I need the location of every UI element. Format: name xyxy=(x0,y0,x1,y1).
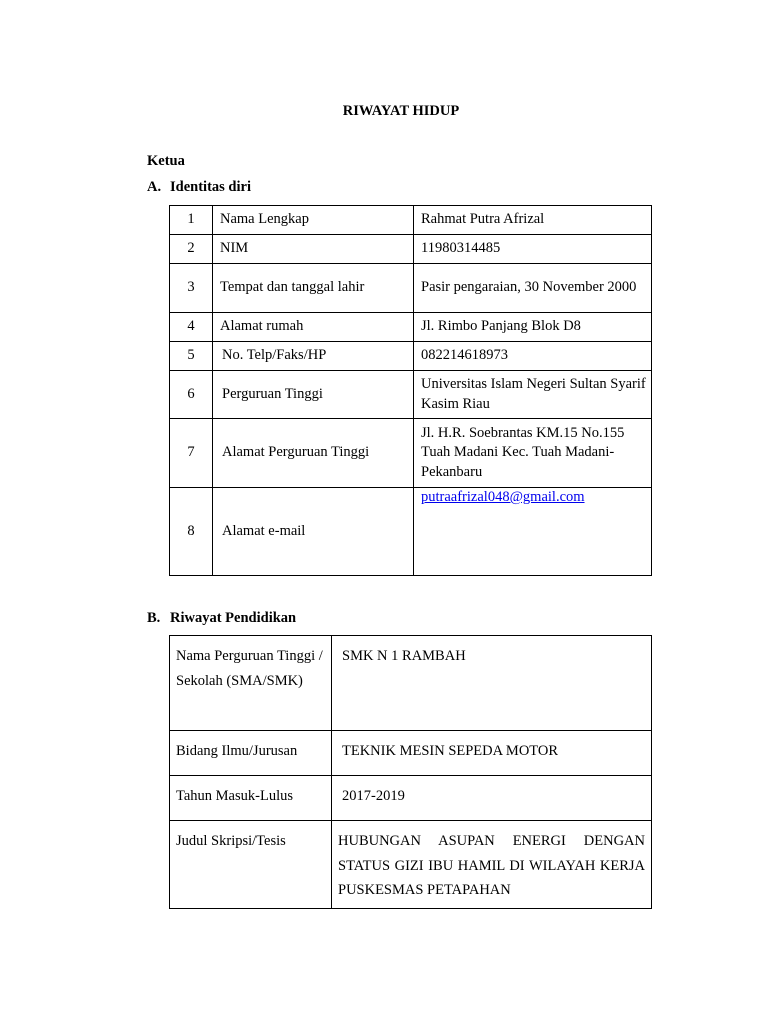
row-label: Alamat Perguruan Tinggi xyxy=(213,419,414,488)
row-number: 6 xyxy=(170,371,213,419)
row-label: Nama Perguruan Tinggi / Sekolah (SMA/SMK) xyxy=(170,636,332,731)
table-row xyxy=(170,636,652,731)
row-value: HUBUNGAN ASUPAN ENERGI DENGAN STATUS GIZI IBU HAMIL DI WILAYAH KERJA PUSKESMAS PETAPAHAN xyxy=(332,821,652,909)
row-label: No. Telp/Faks/HP xyxy=(213,342,414,371)
row-value: 082214618973 xyxy=(414,342,652,371)
section-a-letter: A. xyxy=(147,179,162,195)
email-link[interactable]: putraafrizal048@gmail.com xyxy=(421,489,585,505)
table-row xyxy=(170,419,652,488)
role-heading: Ketua xyxy=(147,153,185,169)
row-value: Rahmat Putra Afrizal xyxy=(414,206,652,235)
row-value: Pasir pengaraian, 30 November 2000 xyxy=(414,264,652,313)
row-label: Bidang Ilmu/Jurusan xyxy=(170,731,332,776)
row-label: Alamat e-mail xyxy=(213,488,414,576)
row-value: SMK N 1 RAMBAH xyxy=(332,636,652,731)
row-number: 3 xyxy=(170,264,213,313)
row-label: Tempat dan tanggal lahir xyxy=(213,264,414,313)
table-row xyxy=(170,488,652,576)
row-label: NIM xyxy=(213,235,414,264)
row-number: 2 xyxy=(170,235,213,264)
row-label: Tahun Masuk-Lulus xyxy=(170,776,332,821)
table-row xyxy=(170,264,652,313)
table-row xyxy=(170,821,652,909)
row-label: Alamat rumah xyxy=(213,313,414,342)
table-row xyxy=(170,206,652,235)
table-row xyxy=(170,731,652,776)
row-value: Jl. Rimbo Panjang Blok D8 xyxy=(414,313,652,342)
row-label: Nama Lengkap xyxy=(213,206,414,235)
section-b-title: Riwayat Pendidikan xyxy=(170,610,297,626)
row-value: TEKNIK MESIN SEPEDA MOTOR xyxy=(332,731,652,776)
row-label: Judul Skripsi/Tesis xyxy=(170,821,332,909)
table-row xyxy=(170,371,652,419)
table-row xyxy=(170,235,652,264)
row-number: 7 xyxy=(170,419,213,488)
section-b-letter: B. xyxy=(147,610,161,626)
table-row xyxy=(170,342,652,371)
row-label: Perguruan Tinggi xyxy=(213,371,414,419)
row-number: 4 xyxy=(170,313,213,342)
row-value: 2017-2019 xyxy=(332,776,652,821)
row-number: 1 xyxy=(170,206,213,235)
row-value: Jl. H.R. Soebrantas KM.15 No.155 Tuah Madani Kec. Tuah Madani-Pekanbaru xyxy=(414,419,652,488)
row-number: 8 xyxy=(170,488,213,576)
section-b-heading xyxy=(147,610,296,627)
pendidikan-table xyxy=(169,635,652,909)
table-row xyxy=(170,313,652,342)
identitas-table xyxy=(169,205,652,576)
section-a-title: Identitas diri xyxy=(170,179,251,195)
section-a-heading xyxy=(147,179,251,196)
row-number: 5 xyxy=(170,342,213,371)
email-cell xyxy=(414,488,652,576)
page-title: RIWAYAT HIDUP xyxy=(342,103,460,119)
row-value: 11980314485 xyxy=(414,235,652,264)
table-row xyxy=(170,776,652,821)
row-value: Universitas Islam Negeri Sultan Syarif Kasim Riau xyxy=(414,371,652,419)
